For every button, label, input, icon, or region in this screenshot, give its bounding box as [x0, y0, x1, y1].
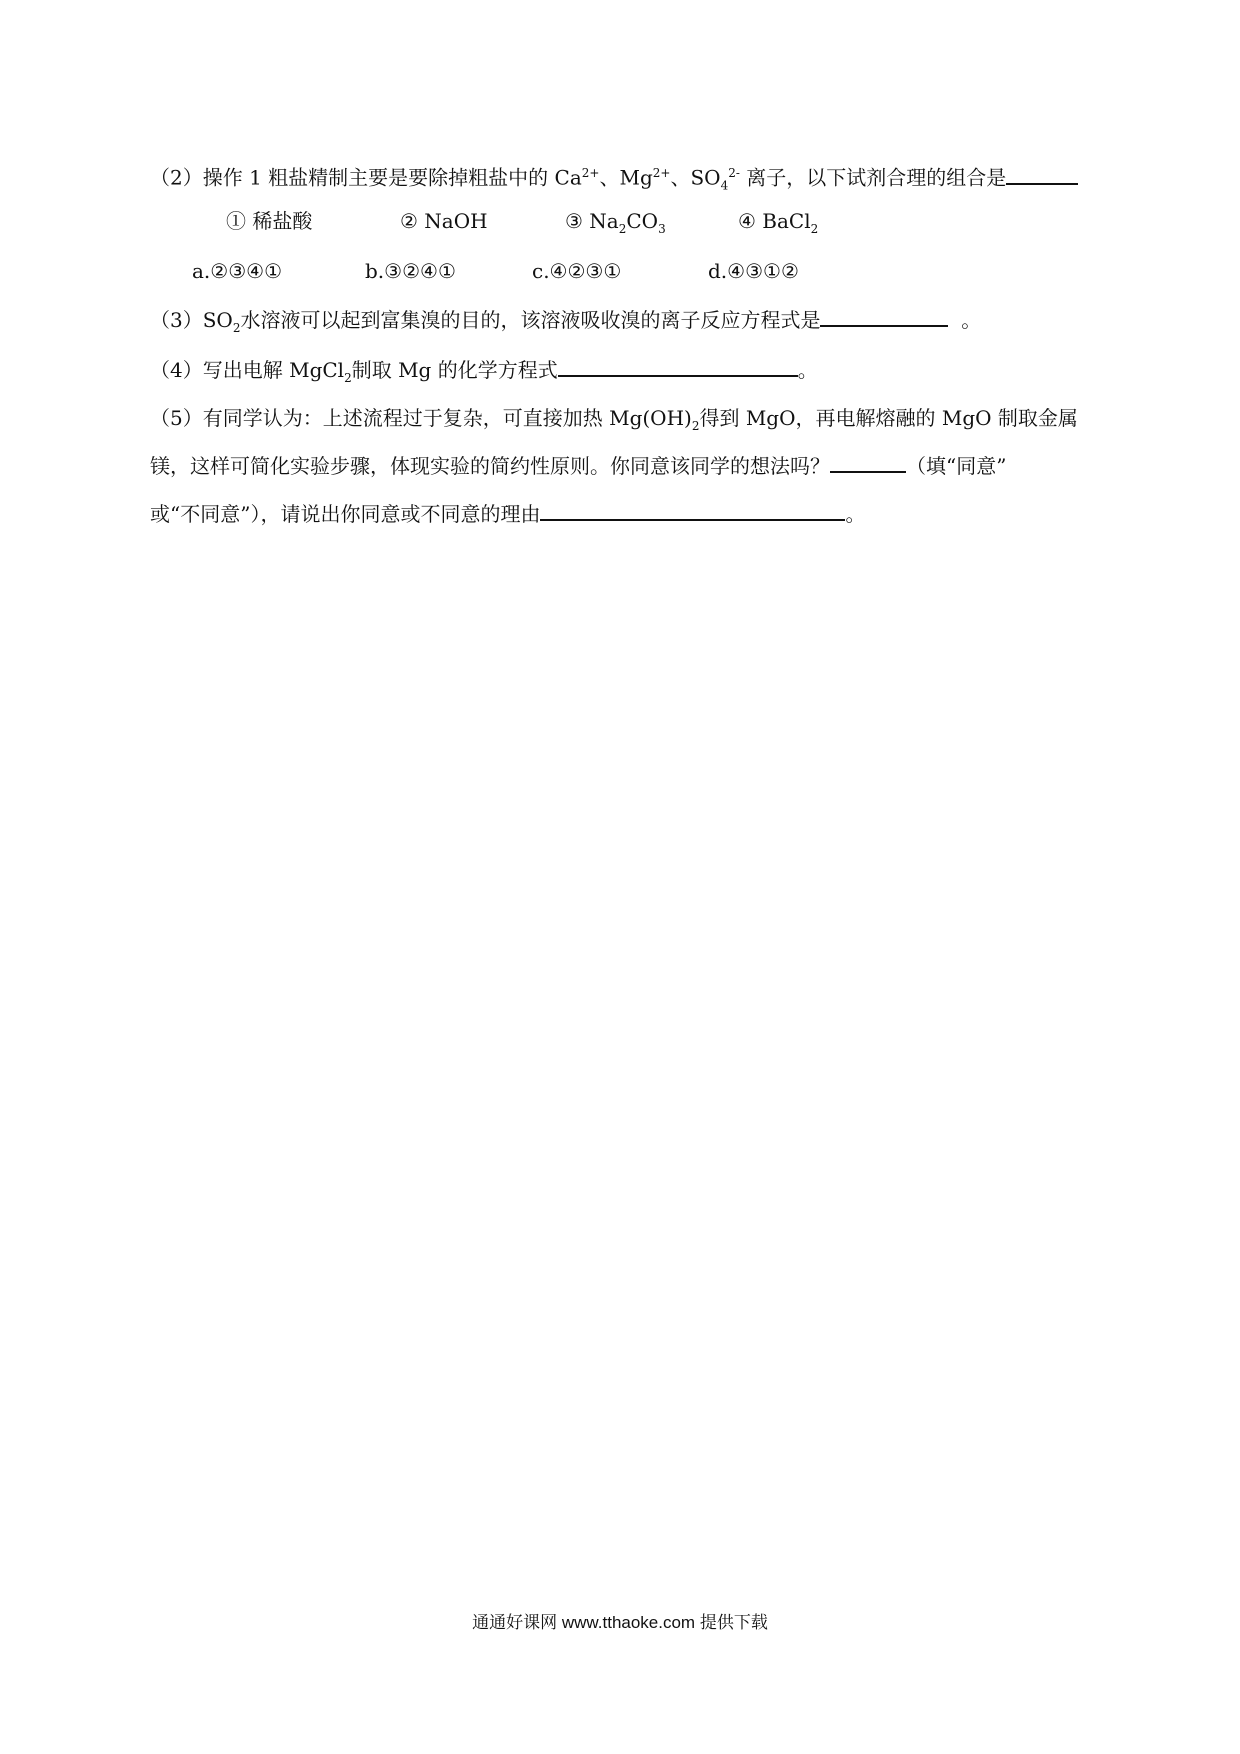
- q5-line-2: 镁，这样可简化实验步骤，体现实验的简约性原则。你同意该同学的想法吗？ （填“同意”: [150, 454, 1007, 478]
- q4-answer-blank[interactable]: [558, 357, 798, 377]
- choice-c: c.④②③①: [532, 259, 622, 283]
- reagent-4: ④ BaCl$_2$: [738, 209, 819, 236]
- reagent-1: ① 稀盐酸: [226, 209, 313, 233]
- reagent-3: ③ $Na_2CO_3$: [565, 209, 666, 236]
- q4-stem: （4）写出电解 MgCl$_2$制取 Mg 的化学方程式 。: [150, 358, 818, 385]
- q3-answer-blank[interactable]: [820, 307, 948, 327]
- q2-number: （2）: [150, 165, 203, 190]
- q2-answer-blank[interactable]: [1006, 165, 1078, 185]
- page-footer: 通通好课网 www.tthaoke.com 提供下载: [472, 1613, 768, 1632]
- q4-number: （4）: [150, 358, 203, 382]
- q3-number: （3）: [150, 308, 203, 332]
- choice-a: a.②③④①: [192, 259, 282, 283]
- q2-stem: （2）操作 1 粗盐精制主要是要除掉粗盐中的 $Ca^{2+}$、$Mg^{2+}$、$SO_4^{2-}$ 离子，以下试剂合理的组合是: [150, 158, 1078, 201]
- q5-reason-blank[interactable]: [540, 501, 845, 521]
- choice-d: d.④③①②: [708, 259, 799, 283]
- q5-agree-blank[interactable]: [830, 453, 906, 473]
- q3-stem: $(3)SO_2$水溶液可以起到富集溴的目的，该溶液吸收溴的离子反应方程式是 。: [150, 308, 982, 335]
- q5-number: （5）: [150, 406, 203, 430]
- choice-b: b.③②④①: [365, 259, 456, 283]
- reagent-2: ② NaOH: [400, 209, 488, 233]
- q5-line-3: 或“不同意”），请说出你同意或不同意的理由 。: [150, 502, 866, 526]
- q5-line-1: （5）有同学认为：上述流程过于复杂，可直接加热 $Mg(OH)_2$得到 MgO，再电解熔融的 MgO 制取金属: [150, 406, 1078, 433]
